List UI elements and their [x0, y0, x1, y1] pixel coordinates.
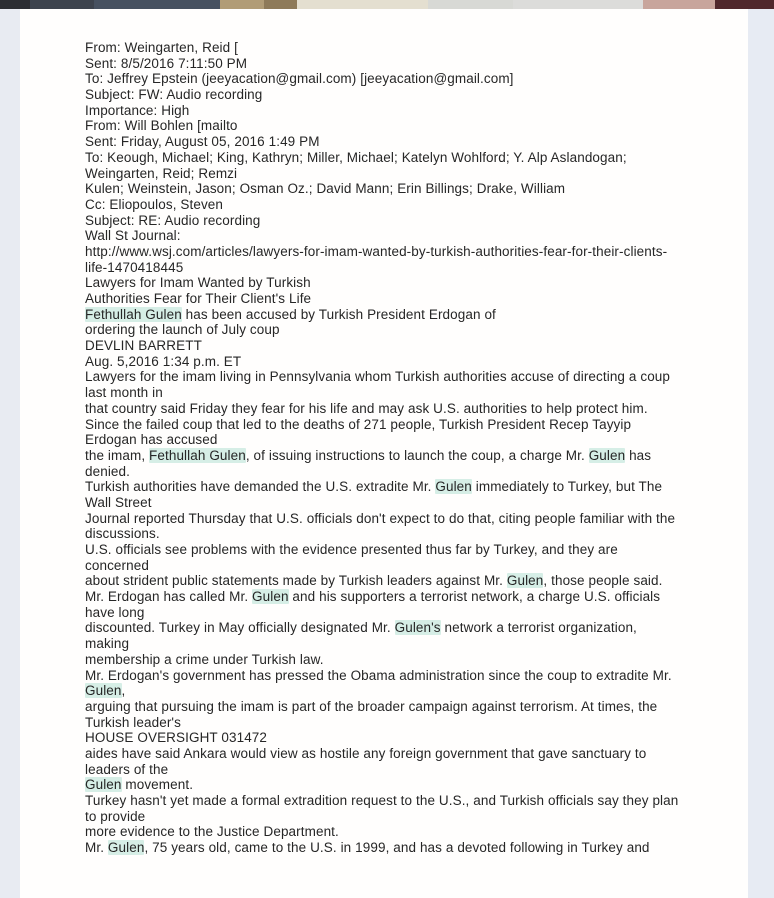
text-segment: , 75 years old, came to the U.S. in 1999, and has a devoted following in Turkey and: [144, 840, 650, 856]
text-line: [85, 730, 730, 746]
text-line: [85, 103, 730, 119]
text-line: [85, 56, 730, 72]
text-line: [85, 668, 730, 684]
text-segment: DEVLIN BARRETT: [85, 338, 202, 354]
text-segment: leaders of the: [85, 761, 169, 777]
highlighted-term: Gulen: [85, 777, 122, 793]
text-line: [85, 275, 730, 291]
email-text: [20, 9, 748, 856]
text-line: [85, 589, 730, 605]
text-line: [85, 699, 730, 715]
text-segment: has been accused by Turkish President Erdogan of: [181, 306, 496, 322]
text-segment: Sent: 8/5/2016 7:11:50 PM: [85, 55, 248, 71]
text-line: [85, 479, 730, 495]
text-line: [85, 715, 730, 731]
text-line: [85, 213, 730, 229]
photo-strip-segment: [715, 0, 774, 9]
text-segment: has: [625, 447, 652, 463]
text-line: [85, 228, 730, 244]
text-segment: discounted. Turkey in May officially designated Mr.: [85, 620, 395, 636]
highlighted-term: Fethullah Gulen: [85, 306, 182, 322]
highlighted-term: Gulen's: [394, 620, 441, 636]
text-line: [85, 87, 730, 103]
photo-strip-segment: [297, 0, 428, 9]
text-line: [85, 605, 730, 621]
text-segment: U.S. officials see problems with the evidence presented thus far by Turkey, and they are: [85, 542, 618, 557]
right-page-margin: [747, 9, 774, 898]
text-line: [85, 401, 730, 417]
text-segment: Erdogan has accused: [85, 432, 218, 448]
photo-strip-segment: [94, 0, 220, 9]
text-segment: Lawyers for the imam living in Pennsylvania whom Turkish authorities accuse of directing a coup: [85, 369, 671, 385]
text-segment: aides have said Ankara would view as hostile any foreign government that gave sanctuary to: [85, 745, 647, 761]
photo-strip-segment: [513, 0, 643, 9]
text-line: [85, 558, 730, 574]
text-line: [85, 322, 730, 338]
text-line: [85, 448, 730, 464]
text-segment: , those people said.: [543, 573, 663, 589]
text-segment: life-1470418445: [85, 259, 184, 275]
text-segment: Since the failed coup that led to the deaths of 271 people, Turkish President Recep Tayyip: [85, 416, 632, 432]
text-segment: to provide: [85, 808, 146, 824]
text-segment: HOUSE OVERSIGHT 031472: [85, 730, 268, 746]
text-line: [85, 260, 730, 276]
highlighted-term: Gulen: [435, 479, 472, 495]
text-segment: Mr. Erdogan has called Mr.: [85, 589, 253, 605]
text-segment: arguing that pursuing the imam is part of the broader campaign against terrorism. At times, the: [85, 698, 658, 714]
text-segment: last month in: [85, 385, 163, 401]
photo-strip-segment: [264, 0, 297, 9]
text-line: [85, 71, 730, 87]
text-segment: Authorities Fear for Their Client's Life: [85, 291, 312, 306]
text-segment: about strident public statements made by Turkish leaders against Mr.: [85, 573, 507, 589]
text-line: [85, 166, 730, 182]
text-segment: To: Jeffrey Epstein (jeeyacation@gmail.com) [jeeyacation@gmail.com]: [85, 71, 514, 87]
text-segment: http://www.wsj.com/articles/lawyers-for-imam-wanted-by-turkish-authorities-fear-for-their-clients-: [85, 243, 668, 259]
text-segment: Weingarten, Reid; Remzi: [85, 165, 238, 181]
text-line: [85, 793, 730, 809]
photo-strip-segment: [220, 0, 264, 9]
text-line: [85, 150, 730, 166]
text-line: [85, 542, 730, 558]
text-segment: From: Will Bohlen [mailto: [85, 118, 238, 134]
text-line: [85, 307, 730, 323]
text-segment: have long: [85, 604, 145, 620]
text-segment: ,: [121, 683, 126, 699]
text-line: [85, 511, 730, 527]
text-segment: ordering the launch of July coup: [85, 322, 280, 338]
text-line: [85, 432, 730, 448]
text-line: [85, 824, 730, 840]
text-line: [85, 244, 730, 260]
text-line: [85, 417, 730, 433]
text-line: [85, 526, 730, 542]
highlighted-term: Gulen: [506, 573, 544, 589]
highlighted-term: Fethullah Gulen: [149, 447, 246, 463]
text-segment: discussions.: [85, 526, 160, 542]
text-segment: membership a crime under Turkish law.: [85, 651, 324, 667]
photo-strip-segment: [643, 0, 715, 9]
text-line: [85, 197, 730, 213]
text-segment: movement.: [121, 777, 194, 793]
text-line: [85, 464, 730, 480]
text-line: [85, 840, 730, 856]
text-line: [85, 636, 730, 652]
text-segment: Turkish leader's: [85, 714, 181, 730]
text-segment: Mr.: [85, 840, 108, 856]
photo-strip-segment: [428, 0, 513, 9]
text-line: [85, 134, 730, 150]
text-line: [85, 40, 730, 56]
text-segment: and his supporters a terrorist network, a charge U.S. officials: [288, 589, 661, 605]
text-segment: Cc: Eliopoulos, Steven: [85, 196, 224, 212]
text-segment: To: Keough, Michael; King, Kathryn; Miller, Michael; Katelyn Wohlford; Y. Alp Aslandogan;: [85, 149, 627, 165]
text-line: [85, 338, 730, 354]
text-line: [85, 652, 730, 668]
text-line: [85, 369, 730, 385]
text-segment: Mr. Erdogan's government has pressed the Obama administration since the coup to extradite Mr.: [85, 667, 672, 683]
text-segment: Turkish authorities have demanded the U.S. extradite Mr.: [85, 479, 436, 495]
text-segment: Sent: Friday, August 05, 2016 1:49 PM: [85, 134, 320, 150]
text-line: [85, 746, 730, 762]
text-segment: Lawyers for Imam Wanted by Turkish: [85, 275, 311, 291]
photo-edge-strip: [0, 0, 774, 9]
text-line: [85, 354, 730, 370]
text-line: [85, 118, 730, 134]
text-segment: immediately to Turkey, but The: [471, 479, 663, 495]
left-page-margin: [0, 9, 20, 898]
text-line: [85, 385, 730, 401]
email-document-page: [20, 9, 748, 898]
text-line: [85, 777, 730, 793]
text-segment: Aug. 5,2016 1:34 p.m. ET: [85, 353, 242, 369]
highlighted-term: Gulen: [107, 840, 145, 856]
text-segment: Journal reported Thursday that U.S. officials don't expect to do that, citing people familiar with the: [85, 510, 676, 526]
text-segment: Subject: FW: Audio recording: [85, 87, 263, 103]
text-line: [85, 181, 730, 197]
photo-strip-segment: [30, 0, 94, 9]
text-line: [85, 809, 730, 825]
text-segment: concerned: [85, 557, 149, 573]
text-segment: Wall St Journal:: [85, 228, 181, 244]
text-segment: Importance: High: [85, 102, 190, 118]
text-segment: the imam,: [85, 447, 150, 463]
text-segment: denied.: [85, 463, 130, 479]
highlighted-term: Gulen: [588, 447, 626, 463]
text-segment: Wall Street: [85, 494, 152, 510]
photo-strip-segment: [0, 0, 30, 9]
text-segment: that country said Friday they fear for his life and may ask U.S. authorities to help protect him.: [85, 400, 648, 416]
text-segment: , of issuing instructions to launch the coup, a charge Mr.: [245, 447, 589, 463]
highlighted-term: Gulen: [85, 683, 122, 699]
highlighted-term: Gulen: [252, 589, 289, 605]
text-segment: From: Weingarten, Reid [: [85, 40, 238, 55]
text-line: [85, 620, 730, 636]
text-segment: Kulen; Weinstein, Jason; Osman Oz.; David Mann; Erin Billings; Drake, William: [85, 181, 566, 197]
text-line: [85, 573, 730, 589]
text-line: [85, 495, 730, 511]
text-line: [85, 683, 730, 699]
text-segment: Subject: RE: Audio recording: [85, 212, 261, 228]
text-line: [85, 762, 730, 778]
text-line: [85, 291, 730, 307]
text-segment: more evidence to the Justice Department.: [85, 824, 339, 840]
text-segment: making: [85, 636, 130, 652]
text-segment: network a terrorist organization,: [440, 620, 637, 636]
text-segment: Turkey hasn't yet made a formal extradition request to the U.S., and Turkish officials say they plan: [85, 793, 679, 808]
